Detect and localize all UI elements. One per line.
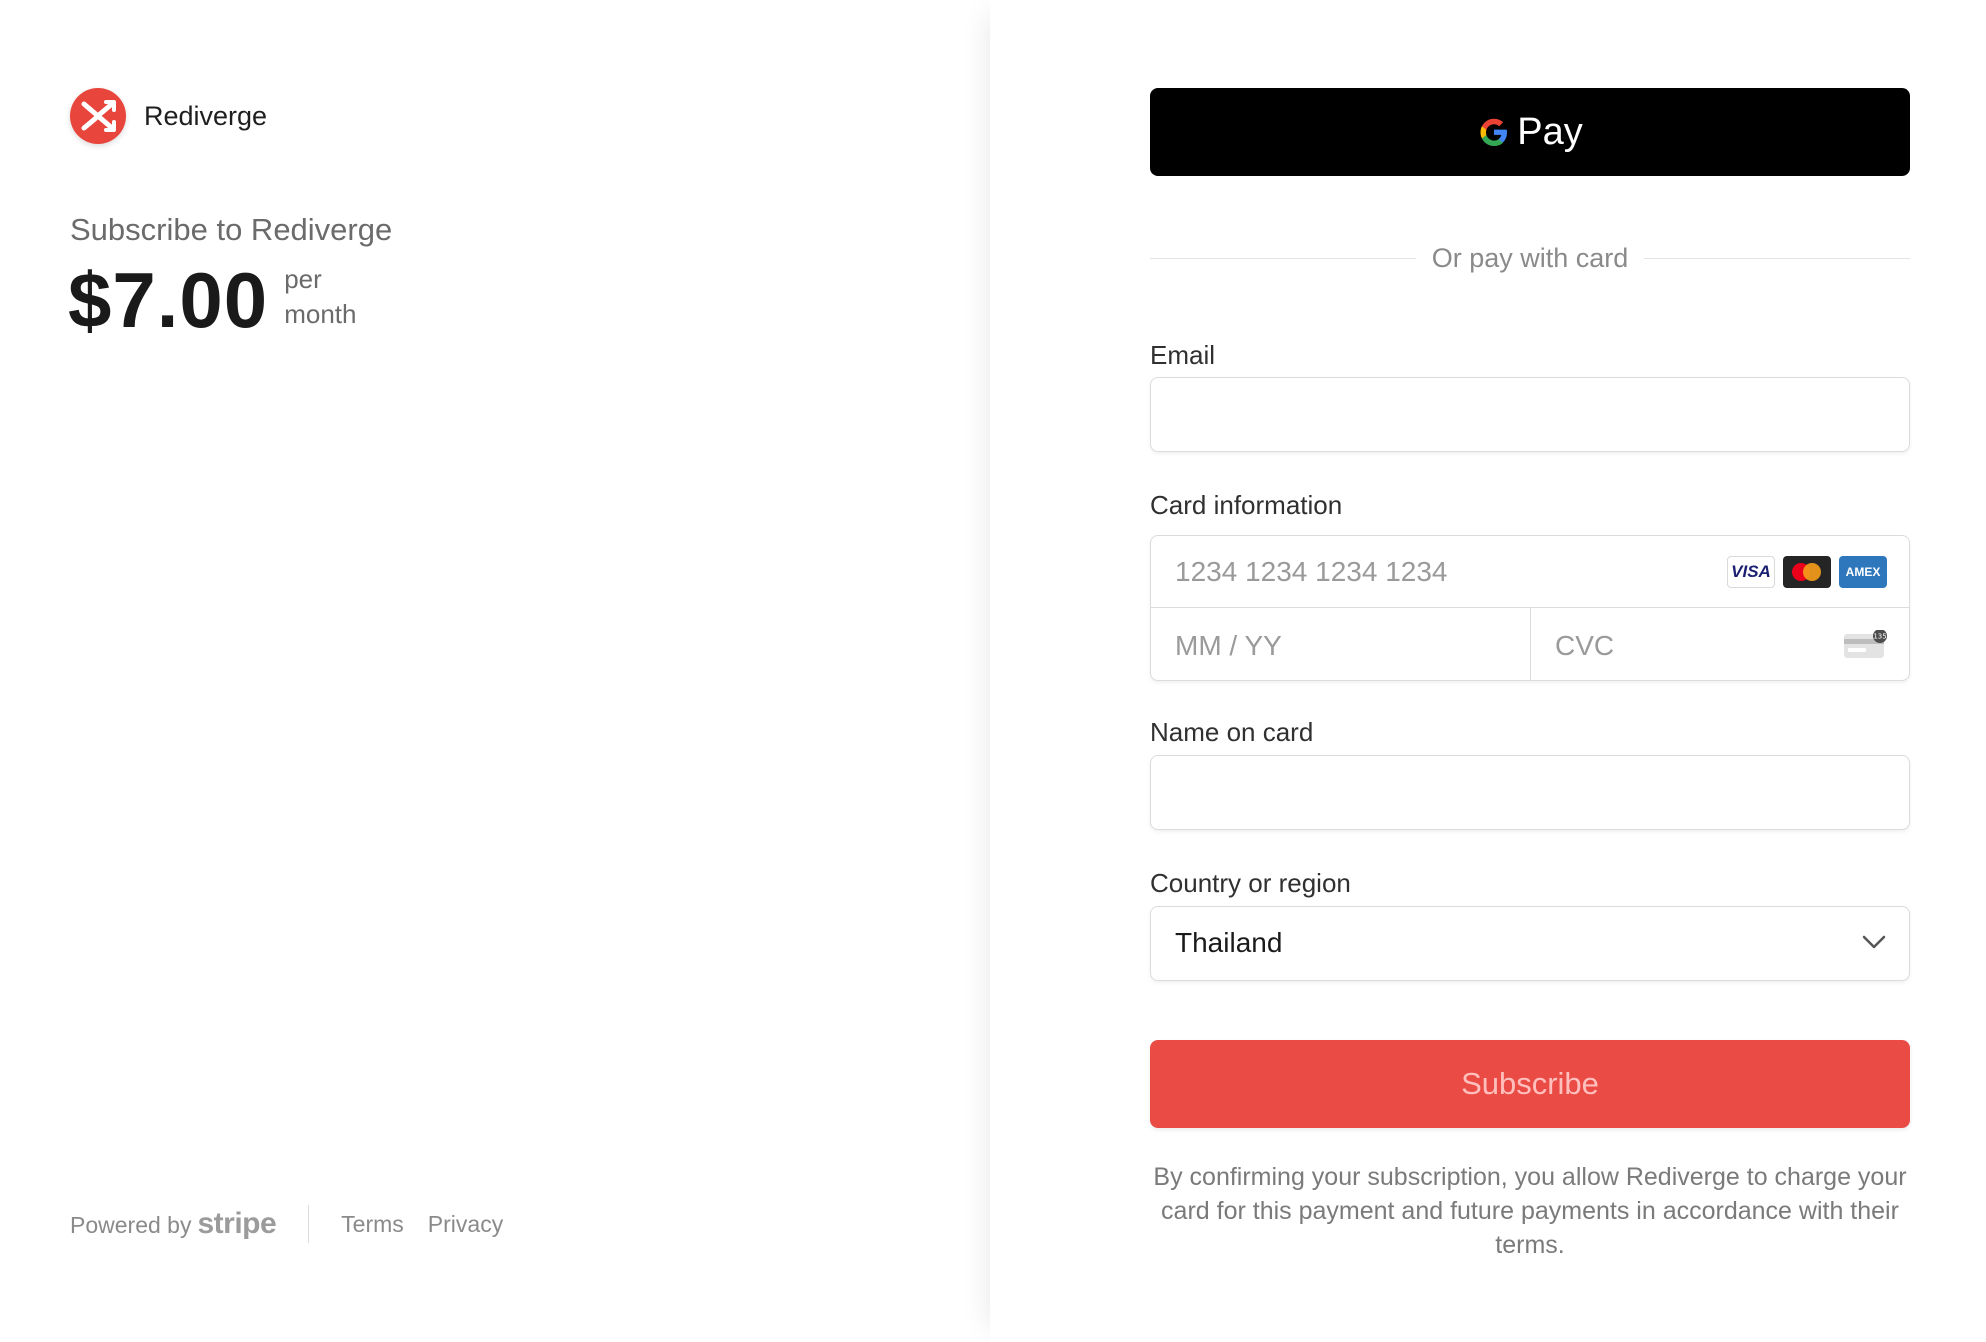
order-summary-pane [0, 0, 990, 1342]
card-brand-icons [1727, 556, 1887, 588]
card-information-label: Card information [1150, 490, 1343, 520]
billing-period [284, 262, 374, 332]
brand-header[interactable] [70, 88, 267, 144]
subscribe-title: Subscribe to Rediverge [70, 212, 393, 247]
country-select[interactable] [1150, 906, 1910, 981]
price-amount: $7.00 [68, 256, 269, 344]
cvc-field[interactable] [1531, 608, 1910, 681]
google-pay-button[interactable] [1150, 88, 1910, 176]
email-field[interactable] [1150, 377, 1910, 452]
expiry-field[interactable] [1151, 608, 1531, 681]
or-divider [1150, 240, 1910, 276]
subscribe-button[interactable]: Subscribe [1150, 1040, 1910, 1128]
powered-by-stripe-link[interactable] [70, 1207, 276, 1241]
google-g-icon [1477, 115, 1511, 149]
privacy-link[interactable]: Privacy [427, 1210, 504, 1237]
cvc-placeholder: CVC [1555, 630, 1615, 661]
subscription-legal-text: By confirming your subscription, you allow Rediverge to charge your card for this payment and future payments in accordance with their terms. [1153, 1163, 1907, 1259]
powered-by-text: Powered by [70, 1212, 192, 1238]
name-on-card-field[interactable] [1150, 755, 1910, 830]
price-row [68, 258, 374, 342]
divider-line-right [1644, 258, 1910, 259]
amex-icon: AMEX [1839, 556, 1887, 588]
stripe-logo: stripe [197, 1207, 277, 1240]
cvc-card-icon [1844, 630, 1888, 660]
expiry-placeholder: MM / YY [1175, 630, 1282, 661]
or-pay-with-card-text: Or pay with card [1431, 242, 1629, 273]
svg-text:135: 135 [1873, 632, 1887, 641]
terms-link[interactable]: Terms [341, 1210, 404, 1237]
country-label: Country or region [1150, 868, 1351, 898]
footer [70, 1205, 527, 1243]
rediverge-logo-icon [70, 88, 126, 144]
chevron-down-icon [1861, 933, 1887, 951]
visa-icon: VISA [1727, 556, 1775, 588]
brand-name: Rediverge [144, 100, 268, 131]
email-label: Email [1150, 340, 1216, 370]
card-number-field[interactable] [1151, 536, 1909, 608]
card-information-group [1150, 535, 1910, 681]
card-number-placeholder: 1234 1234 1234 1234 [1175, 556, 1448, 587]
mastercard-icon [1783, 556, 1831, 588]
billing-period-line2: month [284, 299, 357, 329]
name-on-card-label: Name on card [1150, 717, 1314, 747]
country-selected-value: Thailand [1175, 927, 1283, 958]
footer-divider [308, 1205, 309, 1243]
google-pay-label: Pay [1517, 110, 1583, 153]
billing-period-line1: per [284, 264, 322, 294]
divider-line-left [1150, 258, 1416, 259]
